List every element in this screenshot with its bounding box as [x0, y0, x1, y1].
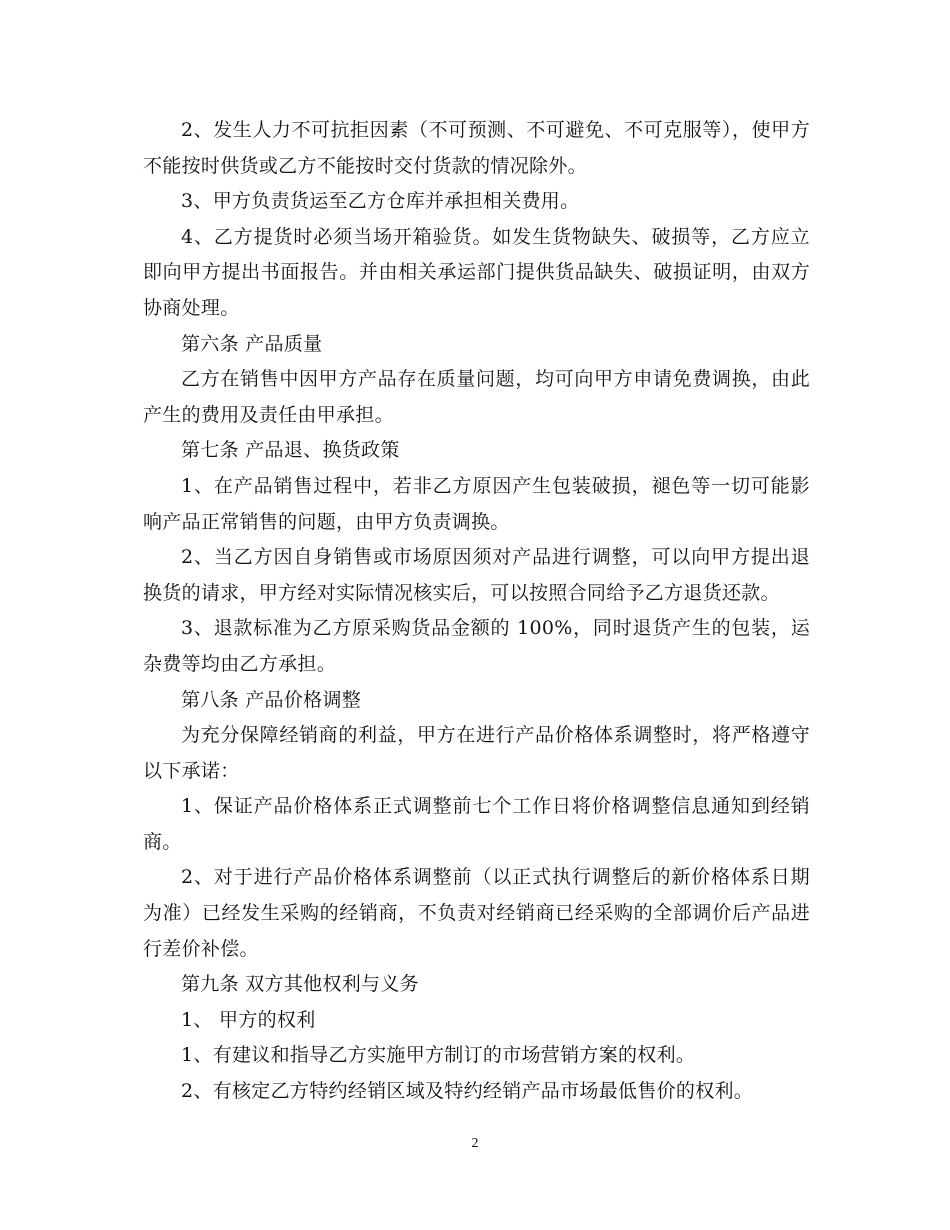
paragraph-price-adjustment-1: 1、保证产品价格体系正式调整前七个工作日将价格调整信息通知到经销商。 — [143, 795, 810, 853]
page-number: 2 — [471, 1136, 479, 1151]
paragraph-clause-2-force-majeure: 2、发生人力不可抗拒因素（不可预测、不可避免、不可克服等），使甲方不能按时供货或乙方不能按时交付货款的情况除外。 — [143, 119, 810, 177]
paragraph-party-a-right-1: 1、有建议和指导乙方实施甲方制订的市场营销方案的权利。 — [181, 1044, 696, 1067]
paragraph-price-adjustment-intro: 为充分保障经销商的利益，甲方在进行产品价格体系调整时，将严格遵守以下承诺： — [143, 724, 810, 782]
paragraph-return-policy-3: 3、退款标准为乙方原采购货品金额的 100%，同时退货产生的包装，运杂费等均由乙方承担。 — [143, 617, 810, 675]
section-heading-article-6: 第六条 产品质量 — [181, 332, 323, 355]
paragraph-party-a-right-2: 2、有核定乙方特约经销区域及特约经销产品市场最低售价的权利。 — [181, 1080, 754, 1103]
section-heading-article-8: 第八条 产品价格调整 — [181, 688, 362, 711]
document-body — [143, 113, 810, 1110]
paragraph-return-policy-2: 2、当乙方因自身销售或市场原因须对产品进行调整，可以向甲方提出退换货的请求，甲方经对实际情况核实后，可以按照合同给予乙方退货还款。 — [143, 546, 810, 604]
paragraph-product-quality: 乙方在销售中因甲方产品存在质量问题，均可向甲方申请免费调换，由此产生的费用及责任由甲承担。 — [143, 368, 810, 426]
paragraph-return-policy-1: 1、在产品销售过程中，若非乙方原因产生包装破损，褪色等一切可能影响产品正常销售的问题，由甲方负责调换。 — [143, 474, 810, 533]
paragraph-clause-3-shipping: 3、甲方负责货运至乙方仓库并承担相关费用。 — [181, 190, 580, 213]
subheading-party-a-rights: 1、 甲方的权利 — [181, 1008, 316, 1031]
paragraph-clause-4-inspection: 4、乙方提货时必须当场开箱验货。如发生货物缺失、破损等，乙方应立即向甲方提出书面报告。并由相关承运部门提供货品缺失、破损证明，由双方协商处理。 — [143, 225, 810, 319]
section-heading-article-7: 第七条 产品退、换货政策 — [181, 439, 400, 462]
section-heading-article-9: 第九条 双方其他权利与义务 — [181, 973, 419, 996]
paragraph-price-adjustment-2: 2、对于进行产品价格体系调整前（以正式执行调整后的新价格体系日期为准）已经发生采购的经销商，不负责对经销商已经采购的全部调价后产品进行差价补偿。 — [143, 866, 810, 960]
